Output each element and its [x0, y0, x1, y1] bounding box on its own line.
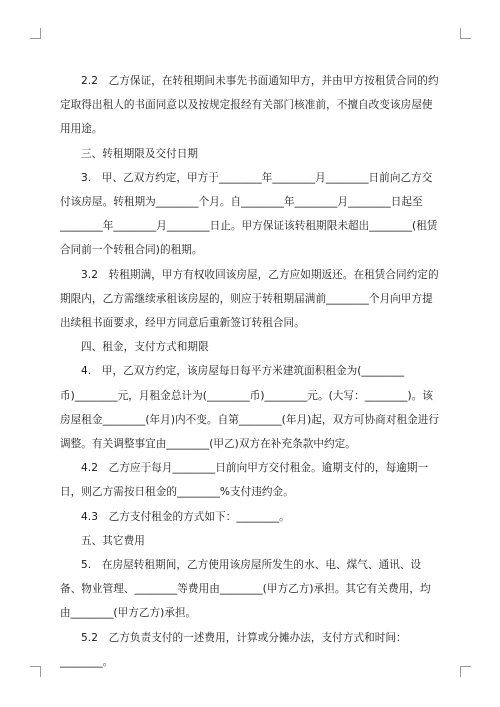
clause-3: 3. 甲、乙双方约定，甲方于________年________月________日前向乙方交付该房屋。转租期为________个月。自________年________月________日起至________年________月________日止。甲方保证该转租期限未超出________(租赁合同前一个转租合同)的租期。: [60, 171, 438, 257]
clause-5: 5. 在房屋转租期间，乙方使用该房屋所发生的水、电、煤气、通讯、设备、物业管理、________等费用由________(甲方乙方)承担。其它有关费用，均由________(甲方乙方)承担。: [60, 559, 431, 620]
section-heading-rent: 四、租金，支付方式和期限: [81, 341, 209, 354]
document-body: [60, 69, 441, 674]
clause-4-2: 4.2 乙方应于每月________日前向甲方交付租金。逾期支付的，每逾期一日，则乙方需按日租金的________%支付违约金。: [60, 462, 429, 499]
clause-4-3: 4.3 乙方支付租金的方式如下：________。: [81, 510, 290, 523]
crop-mark-bottom-right: [460, 666, 471, 677]
clause-5-2: 5.2 乙方负责支付的一述费用，计算或分摊办法，支付方式和时间：________。: [60, 631, 407, 668]
crop-mark-top-left: [30, 28, 41, 39]
section-heading-other-fees: 五、其它费用: [81, 534, 145, 547]
crop-mark-top-right: [460, 28, 471, 39]
section-heading-term: 三、转租期限及交付日期: [81, 147, 199, 160]
clause-3-2: 3.2 转租期满，甲方有权收回该房屋，乙方应如期返还。在租赁合同约定的期限内，乙方需继续承租该房屋的，则应于转租期届满前________个月向甲方提出续租书面要求，经甲方同意后重新签订转租合同。: [60, 268, 439, 330]
clause-2-2: 2.2 乙方保证，在转租期间未事先书面通知甲方，并由甲方按租赁合同的约定取得出租人的书面同意以及按规定报经有关部门核准前，不擅自改变该房屋使用用途。: [60, 75, 439, 136]
clause-4: 4. 甲，乙双方约定，该房屋每日每平方米建筑面积租金为(________币)________元，月租金总计为(________币)________元。(大写：________)。该房屋租金________(年月)内不变。自第________(年月)起，双方可协商对租金进行调整。有关调整事宜由________(甲乙)双方在补充条款中约定。: [60, 365, 440, 451]
crop-mark-bottom-left: [30, 666, 41, 677]
